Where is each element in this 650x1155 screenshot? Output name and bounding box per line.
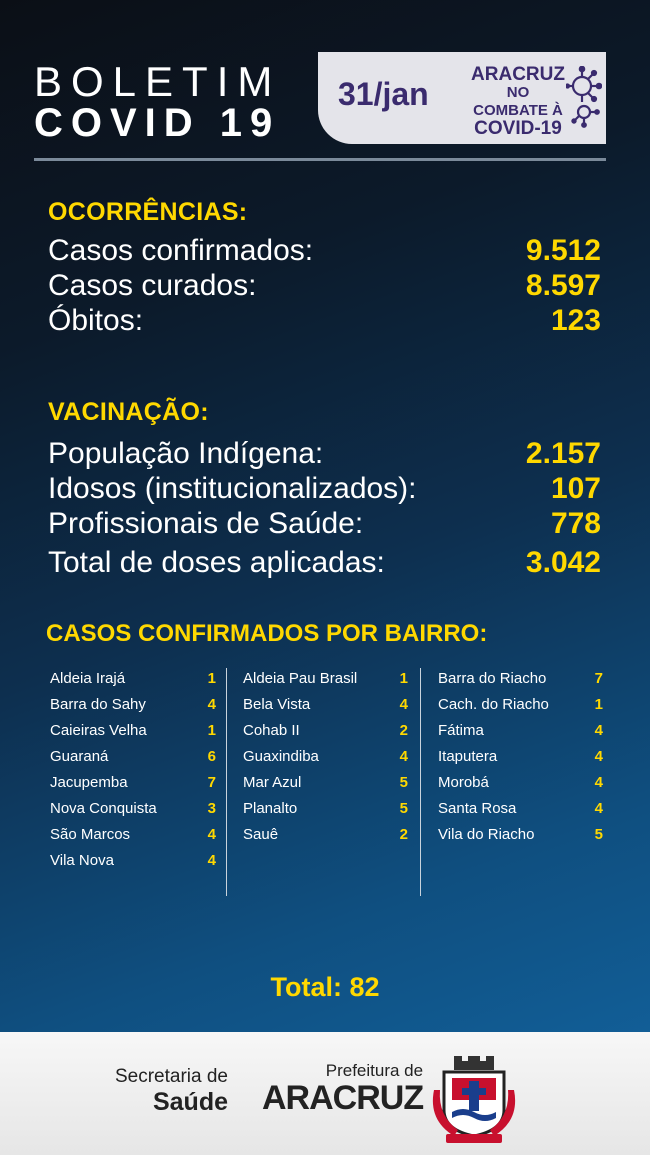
column-divider bbox=[420, 668, 421, 896]
bairro-row bbox=[243, 797, 408, 823]
bairro-name: Aldeia Irajá bbox=[50, 670, 126, 687]
bairros-column-1 bbox=[50, 667, 216, 875]
stat-row-obitos bbox=[48, 304, 601, 338]
campaign-logo bbox=[468, 66, 568, 138]
bairro-count: 4 bbox=[594, 800, 603, 817]
stat-value: 9.512 bbox=[525, 234, 601, 267]
bairro-row bbox=[50, 693, 216, 719]
bairro-name: Cohab II bbox=[243, 722, 300, 739]
bairro-row bbox=[438, 667, 603, 693]
stat-label: Idosos (institucionalizados): bbox=[48, 472, 417, 505]
prefeitura-line-1: Prefeitura de bbox=[325, 1061, 424, 1080]
bairro-name: Santa Rosa bbox=[438, 800, 517, 817]
virus-icon bbox=[566, 66, 602, 130]
bairro-name: Morobá bbox=[438, 774, 489, 791]
secretaria-logo bbox=[100, 1066, 228, 1116]
bairro-count: 4 bbox=[207, 696, 216, 713]
ocorrencias-title: OCORRÊNCIAS: bbox=[48, 198, 248, 226]
stat-value: 3.042 bbox=[525, 546, 601, 579]
bairro-name: Vila do Riacho bbox=[438, 826, 535, 843]
bairro-count: 5 bbox=[399, 774, 408, 791]
bairros-column-2 bbox=[243, 667, 408, 849]
bairro-count: 4 bbox=[594, 748, 603, 765]
prefeitura-line-2: ARACRUZ bbox=[262, 1079, 424, 1117]
stat-row-idosos bbox=[48, 472, 601, 506]
campaign-line-3: COVID-19 bbox=[474, 118, 562, 139]
bairros-column-3 bbox=[438, 667, 603, 849]
stat-row-confirmados bbox=[48, 234, 601, 268]
bulletin-date: 31/jan bbox=[338, 76, 429, 112]
bairro-count: 6 bbox=[207, 748, 216, 765]
bairro-name: Itaputera bbox=[438, 748, 498, 765]
bairro-count: 4 bbox=[399, 748, 408, 765]
bairro-row bbox=[50, 823, 216, 849]
bairro-row bbox=[438, 771, 603, 797]
bairro-count: 1 bbox=[594, 696, 603, 713]
bairro-name: Nova Conquista bbox=[50, 800, 157, 817]
city-crest-icon bbox=[428, 1050, 520, 1146]
bairros-title: CASOS CONFIRMADOS POR BAIRRO: bbox=[46, 620, 488, 647]
column-divider bbox=[226, 668, 227, 896]
bairro-row bbox=[243, 771, 408, 797]
bairro-name: São Marcos bbox=[50, 826, 131, 843]
bairro-row bbox=[438, 745, 603, 771]
stat-value: 778 bbox=[550, 507, 601, 540]
bairro-count: 1 bbox=[399, 670, 408, 687]
bairro-count: 2 bbox=[399, 722, 408, 739]
bairro-row bbox=[50, 797, 216, 823]
bairro-name: Barra do Sahy bbox=[50, 696, 146, 713]
bairro-name: Guaraná bbox=[50, 748, 109, 765]
bairro-count: 4 bbox=[399, 696, 408, 713]
bairro-count: 5 bbox=[594, 826, 603, 843]
bairro-count: 5 bbox=[399, 800, 408, 817]
bairro-row bbox=[50, 667, 216, 693]
bairro-name: Cach. do Riacho bbox=[438, 696, 549, 713]
bairro-row bbox=[438, 823, 603, 849]
bairro-name: Caieiras Velha bbox=[50, 722, 147, 739]
bairro-count: 7 bbox=[207, 774, 216, 791]
bairro-count: 4 bbox=[207, 852, 216, 869]
bairro-count: 4 bbox=[207, 826, 216, 843]
stat-value: 123 bbox=[550, 304, 601, 337]
stat-row-indigena bbox=[48, 437, 601, 471]
prefeitura-logo bbox=[262, 1062, 423, 1116]
bairro-row bbox=[438, 797, 603, 823]
vacinacao-title: VACINAÇÃO: bbox=[48, 398, 209, 426]
bairro-row bbox=[50, 745, 216, 771]
bairro-row bbox=[438, 693, 603, 719]
bairro-count: 2 bbox=[399, 826, 408, 843]
stat-row-total-doses bbox=[48, 546, 601, 580]
footer bbox=[0, 1032, 650, 1155]
bairro-name: Fátima bbox=[438, 722, 484, 739]
bairro-count: 4 bbox=[594, 774, 603, 791]
date-card bbox=[318, 52, 606, 144]
stat-label: Profissionais de Saúde: bbox=[48, 507, 364, 540]
stat-row-curados bbox=[48, 269, 601, 303]
bairro-row bbox=[438, 719, 603, 745]
stat-label: Casos confirmados: bbox=[48, 234, 314, 267]
campaign-line-2: NO COMBATE À bbox=[473, 84, 563, 119]
total-cases: Total: 82 bbox=[270, 972, 380, 1002]
bulletin-title bbox=[34, 58, 282, 145]
bairro-row bbox=[50, 771, 216, 797]
bairro-count: 7 bbox=[594, 670, 603, 687]
bairro-name: Planalto bbox=[243, 800, 298, 817]
stat-label: Casos curados: bbox=[48, 269, 257, 302]
stat-label: Total de doses aplicadas: bbox=[48, 546, 385, 579]
bairro-count: 4 bbox=[594, 722, 603, 739]
bairro-row bbox=[243, 823, 408, 849]
bairro-name: Guaxindiba bbox=[243, 748, 319, 765]
bairro-count: 1 bbox=[207, 722, 216, 739]
bairro-count: 1 bbox=[207, 670, 216, 687]
stat-value: 8.597 bbox=[525, 269, 601, 302]
bairro-row bbox=[50, 719, 216, 745]
title-line-boletim: BOLETIM bbox=[34, 58, 282, 105]
bairro-name: Jacupemba bbox=[50, 774, 128, 791]
bairro-row bbox=[243, 693, 408, 719]
bairro-name: Sauê bbox=[243, 826, 279, 843]
campaign-line-1: ARACRUZ bbox=[471, 64, 565, 85]
bairro-row bbox=[243, 745, 408, 771]
bairro-name: Barra do Riacho bbox=[438, 670, 547, 687]
title-line-covid: COVID 19 bbox=[34, 101, 281, 145]
header-divider bbox=[34, 158, 606, 161]
secretaria-line-2: Saúde bbox=[152, 1088, 228, 1116]
stat-label: Óbitos: bbox=[48, 304, 144, 337]
bairro-name: Vila Nova bbox=[50, 852, 114, 869]
stat-label: População Indígena: bbox=[48, 437, 324, 470]
secretaria-line-1: Secretaria de bbox=[114, 1066, 228, 1087]
bairro-count: 3 bbox=[207, 800, 216, 817]
bairro-name: Aldeia Pau Brasil bbox=[243, 670, 358, 687]
bairro-name: Mar Azul bbox=[243, 774, 302, 791]
bairro-name: Bela Vista bbox=[243, 696, 311, 713]
stat-value: 107 bbox=[550, 472, 601, 505]
bairro-row bbox=[243, 719, 408, 745]
bairro-row bbox=[243, 667, 408, 693]
stat-value: 2.157 bbox=[525, 437, 601, 470]
stat-row-profissionais bbox=[48, 507, 601, 541]
bairro-row bbox=[50, 849, 216, 875]
